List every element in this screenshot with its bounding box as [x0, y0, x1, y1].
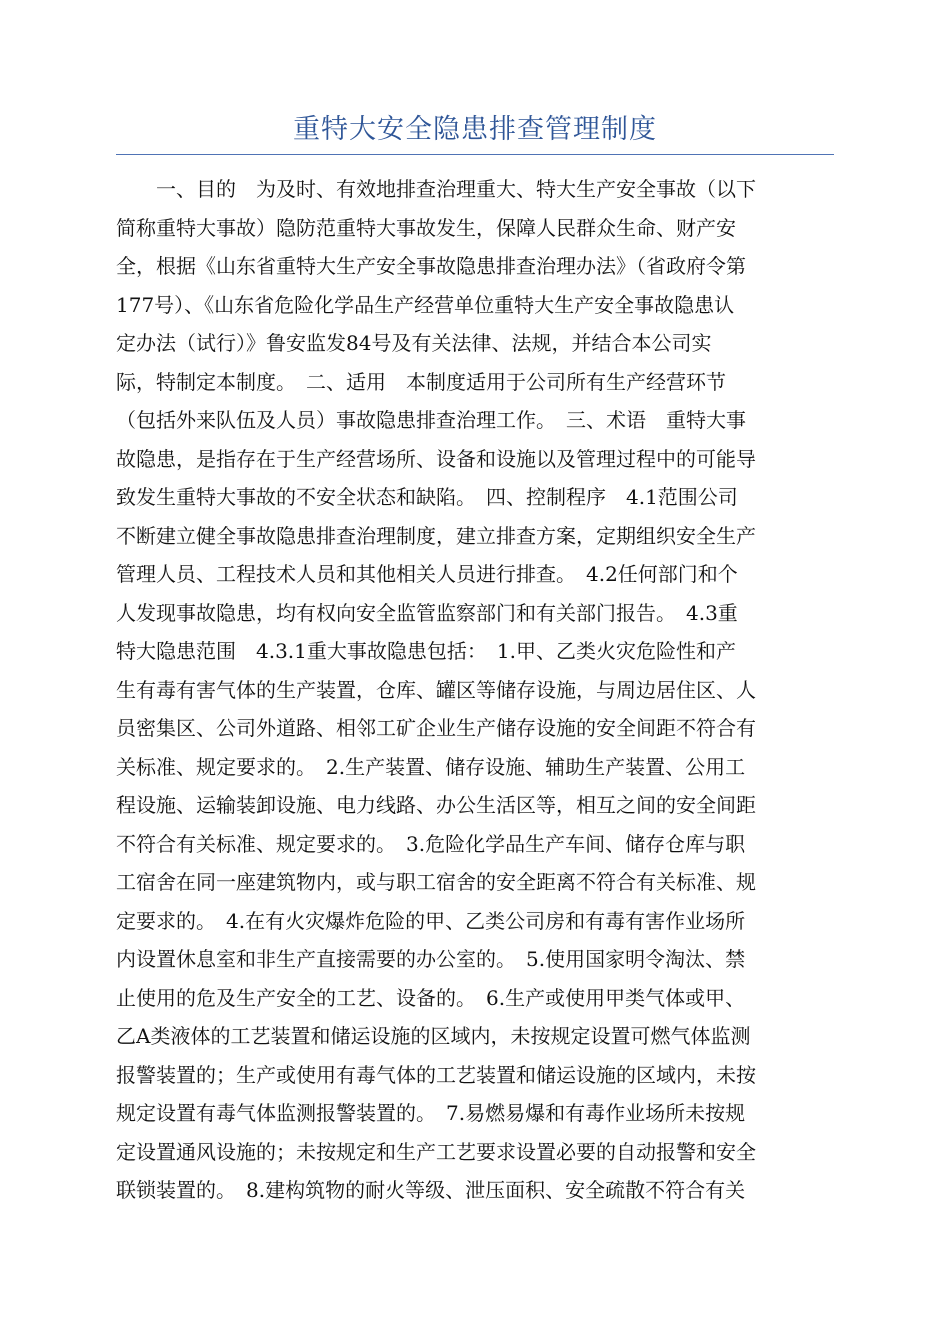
- document-title: 重特大安全隐患排查管理制度: [293, 114, 657, 145]
- body-line: 内设置休息室和非生产直接需要的办公室的。 5.使用国家明令淘汰、禁: [116, 947, 746, 971]
- body-line: 规定设置有毒气体监测报警装置的。 7.易燃易爆和有毒作业场所未按规: [116, 1101, 746, 1125]
- body-line: （包括外来队伍及人员）事故隐患排查治理工作。 三、术语 重特大事: [116, 408, 746, 432]
- body-line: 定办法（试行）》鲁安监发84号及有关法律、法规，并结合本公司实: [116, 331, 712, 355]
- body-line: 人发现事故隐患，均有权向安全监管监察部门和有关部门报告。 4.3重: [116, 600, 738, 625]
- body-line: 定设置通风设施的；未按规定和生产工艺要求设置必要的自动报警和安全: [116, 1139, 756, 1164]
- body-line: 工宿舍在同一座建筑物内，或与职工宿舍的安全距离不符合有关标准、规: [116, 870, 756, 894]
- title-underline: [116, 154, 834, 155]
- body-line: 生有毒有害气体的生产装置，仓库、罐区等储存设施，与周边居住区、人: [116, 677, 756, 702]
- body-line: 联锁装置的。 8.建构筑物的耐火等级、泄压面积、安全疏散不符合有关: [116, 1178, 746, 1202]
- body-line: 一、目的 为及时、有效地排查治理重大、特大生产安全事故（以下: [116, 177, 756, 201]
- body-line: 际，特制定本制度。 二、适用 本制度适用于公司所有生产经营环节: [116, 369, 726, 394]
- body-line: 177号）、《山东省危险化学品生产经营单位重特大生产安全事故隐患认: [116, 292, 735, 317]
- body-line: 程设施、运输装卸设施、电力线路、办公生活区等，相互之间的安全间距: [116, 793, 756, 817]
- document-body: [116, 170, 834, 1210]
- body-line: 特大隐患范围 4.3.1重大事故隐患包括： 1.甲、乙类火灾危险性和产: [116, 639, 736, 663]
- body-line: 不符合有关标准、规定要求的。 3.危险化学品生产车间、储存仓库与职: [116, 831, 746, 856]
- body-line: 管理人员、工程技术人员和其他相关人员进行排查。 4.2任何部门和个: [116, 562, 738, 586]
- body-line: 不断建立健全事故隐患排查治理制度，建立排查方案，定期组织安全生产: [116, 523, 756, 548]
- body-line: 故隐患，是指存在于生产经营场所、设备和设施以及管理过程中的可能导: [116, 446, 756, 471]
- body-line: 简称重特大事故）隐防范重特大事故发生，保障人民群众生命、财产安: [116, 215, 736, 240]
- body-line: 乙A类液体的工艺装置和储运设施的区域内，未按规定设置可燃气体监测: [116, 1024, 751, 1048]
- body-line: 员密集区、公司外道路、相邻工矿企业生产储存设施的安全间距不符合有: [116, 716, 756, 740]
- body-line: 关标准、规定要求的。 2.生产装置、储存设施、辅助生产装置、公用工: [116, 754, 746, 779]
- body-line: 定要求的。 4.在有火灾爆炸危险的甲、乙类公司房和有毒有害作业场所: [116, 908, 746, 933]
- body-line: 止使用的危及生产安全的工艺、设备的。 6.生产或使用甲类气体或甲、: [116, 985, 746, 1010]
- body-line: 致发生重特大事故的不安全状态和缺陷。 四、控制程序 4.1范围公司: [116, 485, 738, 509]
- body-line: 全，根据《山东省重特大生产安全事故隐患排查治理办法》（省政府令第: [116, 254, 746, 278]
- body-line: 报警装置的；生产或使用有毒气体的工艺装置和储运设施的区域内，未按: [116, 1062, 756, 1087]
